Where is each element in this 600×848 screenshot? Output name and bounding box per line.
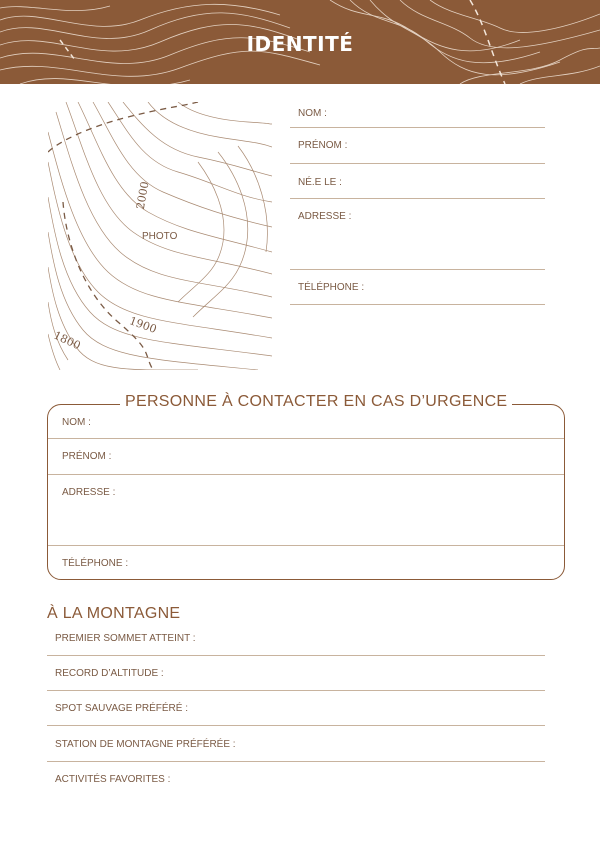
premier-sommet-label: PREMIER SOMMET ATTEINT : <box>55 633 196 644</box>
adresse-field[interactable] <box>290 199 545 270</box>
record-altitude-label: RECORD D’ALTITUDE : <box>55 668 164 679</box>
nom-label: NOM : <box>298 108 327 119</box>
premier-sommet-field[interactable] <box>47 626 545 656</box>
activites-field[interactable] <box>47 762 545 796</box>
ne-le-label: NÉ.E LE : <box>298 177 342 188</box>
urgence-nom-field[interactable] <box>48 412 564 439</box>
station-field[interactable] <box>47 726 545 762</box>
urgence-telephone-field[interactable] <box>48 546 564 579</box>
nom-field[interactable] <box>290 100 545 128</box>
montagne-title: À LA MONTAGNE <box>47 605 181 622</box>
prenom-field[interactable] <box>290 128 545 164</box>
urgence-nom-label: NOM : <box>62 417 91 428</box>
contour-label-1900: 1900 <box>127 314 159 336</box>
urgence-telephone-label: TÉLÉPHONE : <box>62 558 129 569</box>
ne-le-field[interactable] <box>290 164 545 199</box>
activites-label: ACTIVITÉS FAVORITES : <box>55 774 171 785</box>
urgence-title: PERSONNE À CONTACTER EN CAS D’URGENCE <box>120 393 512 411</box>
urgence-adresse-label: ADRESSE : <box>62 487 116 498</box>
contour-label-2000: 2000 <box>133 180 152 211</box>
photo-label: PHOTO <box>142 231 178 242</box>
spot-sauvage-field[interactable] <box>47 691 545 726</box>
header-banner <box>0 0 600 84</box>
urgence-prenom-field[interactable] <box>48 439 564 475</box>
telephone-field[interactable] <box>290 270 545 305</box>
prenom-label: PRÉNOM : <box>298 140 348 151</box>
page-title: IDENTITÉ <box>246 32 354 56</box>
urgence-prenom-label: PRÉNOM : <box>62 451 112 462</box>
telephone-label: TÉLÉPHONE : <box>298 282 365 293</box>
station-label: STATION DE MONTAGNE PRÉFÉRÉE : <box>55 739 236 750</box>
urgence-adresse-field[interactable] <box>48 475 564 546</box>
record-altitude-field[interactable] <box>47 656 545 691</box>
spot-sauvage-label: SPOT SAUVAGE PRÉFÉRÉ : <box>55 703 188 714</box>
photo-area[interactable] <box>48 102 272 370</box>
adresse-label: ADRESSE : <box>298 211 352 222</box>
contour-label-1800: 1800 <box>51 328 83 353</box>
